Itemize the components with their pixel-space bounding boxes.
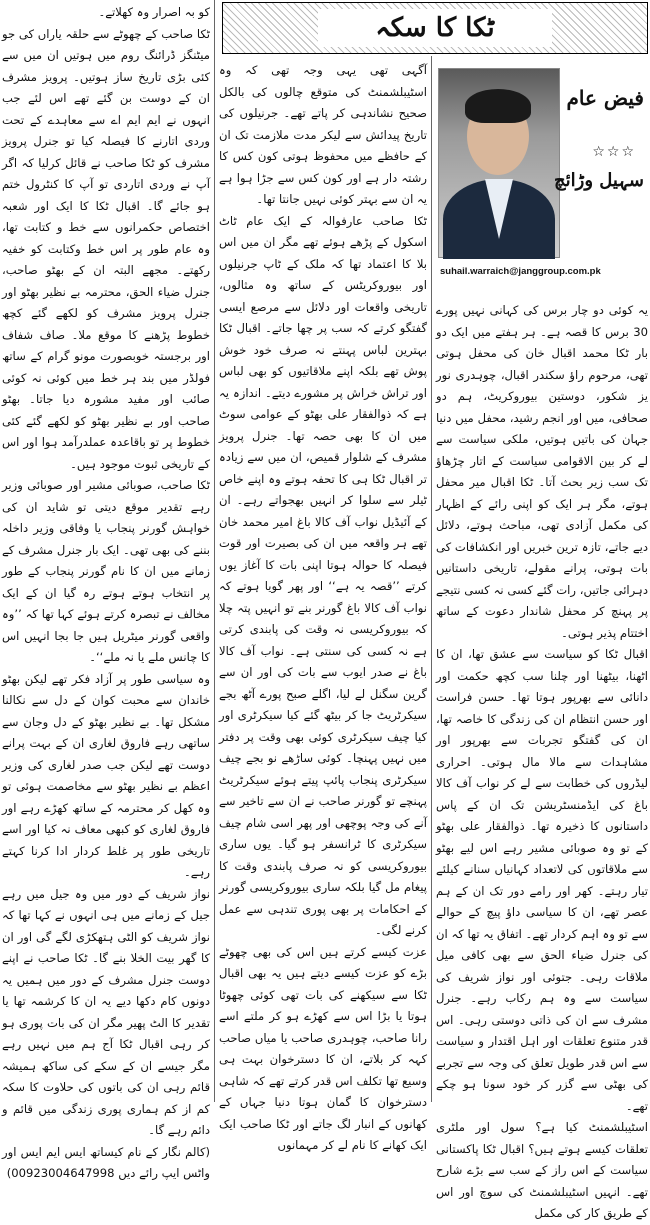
column-divider — [214, 0, 215, 1102]
article-column-left — [1, 2, 210, 1180]
column-title-box — [222, 2, 648, 54]
column-title: ٹکا کا سکہ — [375, 13, 495, 43]
star-icons: ☆☆☆ — [592, 144, 636, 160]
column-title-panel — [318, 9, 552, 47]
author-photo — [438, 68, 560, 258]
paragraph: آگہی تھی یہی وجہ تھی کہ وہ اسٹیبلشمنٹ کی متوقع چالوں کی بالکل صحیح نشاندہی کر پاتے تھے۔ جرنیلوں کی تاریخ پیدائش سے لیکر مدت ملازمت تک ان کے حافظے میں محفوظ ہوتی کون کس کا رشتہ دار ہے اور کون کس سے جڑا ہوا ہے یہ ان سے بہتر کوئی نہیں جانتا تھا۔ — [219, 63, 427, 206]
article-column-right — [436, 300, 648, 1220]
paragraph: اقبال ٹکا کو سیاست سے عشق تھا، ان کا اٹھنا، بیٹھنا اور چلنا سب کچھ حکمت اور دانائی سے بھرپور ہوتا تھا۔ حسن فراست اور حسن انتظام ان کی زندگی کا خاصہ تھا، ان کی گفتگو تجربات سے بھرپور اور مشاہدات سے مالا مال ہوتی۔ احراری لیڈروں کی خطابت سے لے کر نواب آف کالا باغ کی ایڈمنسٹریشن تک ان کے پاس داستانوں کا ذخیرہ تھا۔ ذوالفقار علی بھٹو کے تو وہ صوبائی مشیر رہے اس لیے بھٹو سے ملاقاتوں کی لاتعداد کہانیاں سنانے کیلئے تیار رہتے۔ کھر اور رامے دور تک ان کے ہم عصر تھے، ان کا سیاسی داؤ پیچ کے حوالے سے تو وہ اہم کردار تھے۔ اتفاق یہ تھا کہ ان کی جنرل ضیاء الحق سے بھی کافی میل ملاقات رہی۔ جتوئی اور نواز شریف کی سیاست سے وہ ہم رکاب رہے۔ جنرل مشرف سے ان کی ذاتی دوستی رہی۔ اس قدر متنوع تعلقات اور اہل اقتدار و سیاست سے اس قدر طویل تعلق کی وجہ سے تجربے کی بھٹی سے گزر کر خود سونا ہو چکے تھے۔ — [436, 647, 648, 1113]
contact-note: (کالم نگار کے نام کیساتھ ایس ایم ایس اور واٹس ایپ رائے دیں 00923004647998) — [2, 1144, 210, 1180]
author-email: suhail.warraich@janggroup.com.pk — [440, 266, 601, 277]
author-name: سہیل وڑائچ — [554, 170, 644, 191]
paragraph: عزت کیسے کرتے ہیں اس کی بھی چھوٹے بڑے کو عزت کیسے دیتے ہیں یہ بھی اقبال ٹکا سے سیکھنے کی بات تھی کوئی چھوٹا ہوتا یا بڑا اس سے کھڑے ہو کر ملتے اسے رانا صاحب، چوہدری صاحب یا میاں صاحب کہہ کر بلاتے، ان کا دسترخوان بہت ہی وسیع تھا تکلف اس قدر کرتے تھے کہ شاہی دسترخوان کا گمان ہوتا دنیا جہاں کے کھانوں کے انبار لگ جاتے اور ٹکا صاحب ایک ایک کھانے کا نام لے کر مہمانوں — [219, 944, 427, 1152]
author-box — [436, 60, 648, 292]
paragraph: ٹکا صاحب عارفوالہ کے ایک عام ٹاٹ اسکول کے پڑھے ہوئے تھے مگر ان میں اس بلا کا اعتماد تھا کہ ملک کے ٹاپ جرنیلوں اور بیوروکریٹس کے ساتھ وہ مثالوں، تاریخی واقعات اور دلائل سے مرصع ایسی گفتگو کرتے کہ سب پر چھا جاتے۔ اقبال ٹکا بہترین لباس پہنتے نہ صرف خود خوش پوش تھے بلکہ اپنے ملاقاتیوں کو بھی لباس اور تراش خراش پر مشورے دیتے۔ اندازہ یہ ہے کہ ذوالفقار علی بھٹو کے عوامی سوٹ میں ان کا بھی حصہ تھا۔ جنرل پرویز مشرف کے شلوار قمیص، ان میں سے زیادہ تر اقبال ٹکا ہی کا تحفہ ہوتے وہ اپنے خاص ٹیلر سے سلوا کر انہیں بھجواتے رہے۔ ان کے آئیڈیل نواب آف کالا باغ امیر محمد خان تھے ہر واقعہ میں ان کی بصیرت اور قوت فیصلہ کا حوالہ ہوتا اپنی بات کا آغاز یوں کرتے ’’قصہ یہ ہے‘‘ اور پھر گویا ہوتے کہ نواب آف کالا باغ گورنر بنے تو انہیں پتہ چلا کہ بیوروکریسی نہ وقت کی پابندی کرتی ہے نہ کسی کی سنتی ہے۔ نواب آف کالا باغ نے صدر ایوب سے بات کی اور ان سے گرین سگنل لے لیا، اگلے صبح پورے آٹھ بجے سیکرٹریٹ جا کر بیٹھ گئے کیا سیکرٹری اور کیا چیف سیکرٹری کوئی بھی وقت پر دفتر میں نہیں پہنچا۔ کوئی ساڑھے نو بجے چیف سیکرٹری پنجاب پائپ پیتے ہوئے سیکرٹریٹ پہنچے تو گورنر صاحب نے ان سے تاخیر سے آنے کی وجہ پوچھی اور پھر اسی شام چیف سیکرٹری کا ٹرانسفر ہو گیا۔ یوں ساری بیوروکریسی کو نہ صرف پابندی وقت کا پیغام مل گیا بلکہ ساری بیوروکریسی گورنر کے احکامات پر بھی پوری تندہی سے عمل کرنے لگی۔ — [219, 213, 427, 937]
author-column-name: فیض عام — [566, 86, 644, 110]
article-column-middle — [219, 60, 427, 1152]
paragraph: ٹکا صاحب، صوبائی مشیر اور صوبائی وزیر رہے تقدیر موقع دیتی تو شاید ان کی خواہش گورنر پنجاب یا وفاقی وزیر داخلہ بننے کی بھی تھی۔ ایک بار جنرل مشرف کے زمانے میں ان کا نام گورنر پنجاب کے طور پر انتخاب ہوتے ہوتے رہ گیا ان کے ایک مخالف نے تبصرہ کرتے ہوئے کہا تھا کہ ’’وہ واقعی گورنر میٹریل ہیں جا بجا انہیں اس کا چانس ملے یا نہ ملے‘‘۔ — [2, 478, 210, 664]
paragraph: اسٹیبلشمنٹ کیا ہے؟ سول اور ملٹری تعلقات کیسے ہوتے ہیں؟ اقبال ٹکا پاکستانی سیاست کے اس راز کے سب سے بڑے شارح تھے۔ انہیں اسٹیبلشمنٹ کی سوچ اور اس کے طریق کار کی مکمل — [436, 1120, 648, 1220]
paragraph: ٹکا صاحب کے چھوٹے سے حلقہ یاراں کی جو میٹنگز ڈرائنگ روم میں ہوتیں ان میں سے کئی بڑی تاریخ ساز ہوتیں۔ پرویز مشرف ان کے دوست بن گئے تھے اس لئے جب انہوں نے ایم ایم اے سے معاہدے کے تحت وردی اتارنے کا فیصلہ کیا تو جنرل پرویز مشرف کو ٹکا صاحب نے قائل کرلیا کہ اگر آپ نے وردی اتاردی تو آپ کا کنٹرول ختم ہو جائے گا۔ اقبال ٹکا کا ایک اور شعبہ اختصاص حکمرانوں سے خط و کتابت تھا، وہ عام طور پر اس خط وکتابت کو خفیہ رکھتے۔ مجھے البتہ ان کے بھٹو صاحب، جنرل ضیاء الحق، محترمہ بے نظیر بھٹو اور جنرل پرویز مشرف کو لکھے گئے کچھ خطوط پڑھنے کا موقع ملا۔ صاف شفاف اور برجستہ خوبصورت مونو گرام کے ساتھ فولڈر میں بند ہر خط میں کوئی نہ کوئی صائب اور مفید مشورہ دیا جاتا۔ بھٹو صاحب اور بے نظیر بھٹو کو لکھے گئے کئی خطوط پر تو باقاعدہ عملدرآمد ہوا اور اس کے تاریخی ثبوت موجود ہیں۔ — [1, 26, 210, 471]
paragraph: وہ سیاسی طور پر آزاد فکر تھے لیکن بھٹو خاندان سے محبت کوان کے دل سے نکالنا مشکل تھا۔ بے نظیر بھٹو کے دل وجان سے ساتھی رہے فاروق لغاری ان کے بہت پرانے دوست تھے لیکن جب صدر لغاری کی وزیر اعظم بے نظیر بھٹو سے مخاصمت ہوئی تو وہ کھل کر محترمہ کے ساتھ کھڑے رہے اور فاروق لغاری کو کبھی معاف نہ کیا اور اسے تاریخی طور پر غلط کردار ادا کرنا کہتے رہے۔ — [2, 671, 210, 879]
paragraph: یہ کوئی دو چار برس کی کہانی نہیں پورے 30 برس کا قصہ ہے۔ ہر ہفتے میں ایک دو بار ٹکا محمد اقبال خان کی محفل ہوتی تھی، مرحوم راؤ سکندر اقبال، چوہدری نور یز شکور، دوستین بیوروکریٹ، ہم دو صحافی، میں اور انجم رشید، محفل میں دنیا جہان کی باتیں ہوتیں، ملکی سیاست سے لے کر بین الاقوامی سیاست کے اتار چڑھاؤ تک سب زیر بحث آتا۔ ٹکا اقبال میر محفل ہوتے، مگر ہر ایک کو اپنی رائے کے اظہار کی مکمل آزادی تھی، مباحث ہوتے، دلائل دیے جاتے، تازہ ترین خبریں اور انکشافات کی بات ہوتی، پرانے مقولے، تاریخی داستانیں دہرائی جاتیں، رات گئے کسی نہ کسی نتیجے پر پہنچ کر محفل شاندار دعوت کے ساتھ اختتام پذیر ہوتی۔ — [436, 303, 648, 640]
paragraph: کو بہ اصرار وہ کھلاتے۔ — [98, 5, 210, 19]
paragraph: نواز شریف کے دور میں وہ جیل میں رہے جیل کے زمانے میں ہی انہوں نے کہا تھا کہ نواز شریف کو الٹی ہتھکڑی لگے گی اور ان کا گھر بیت الخلا بنے گا۔ ٹکا صاحب نے اپنے دوست جنرل مشرف کے دور میں ہمیں یہ دونوں کام دکھا دیے یہ ان کا کرشمہ تھا یا تقدیر کا الٹ پھیر مگر ان کی بات پوری ہو کر رہی اقبال ٹکا آج ہم میں نہیں رہے مگر جیسے ان کے سکے کی ساکھ ہمیشہ قائم رہی ان کی باتوں کی حلاوت کا سکہ کم از کم ہماری پوری زندگی میں قائم و دائم رہے گا۔ — [2, 886, 210, 1137]
column-divider — [431, 56, 432, 1102]
